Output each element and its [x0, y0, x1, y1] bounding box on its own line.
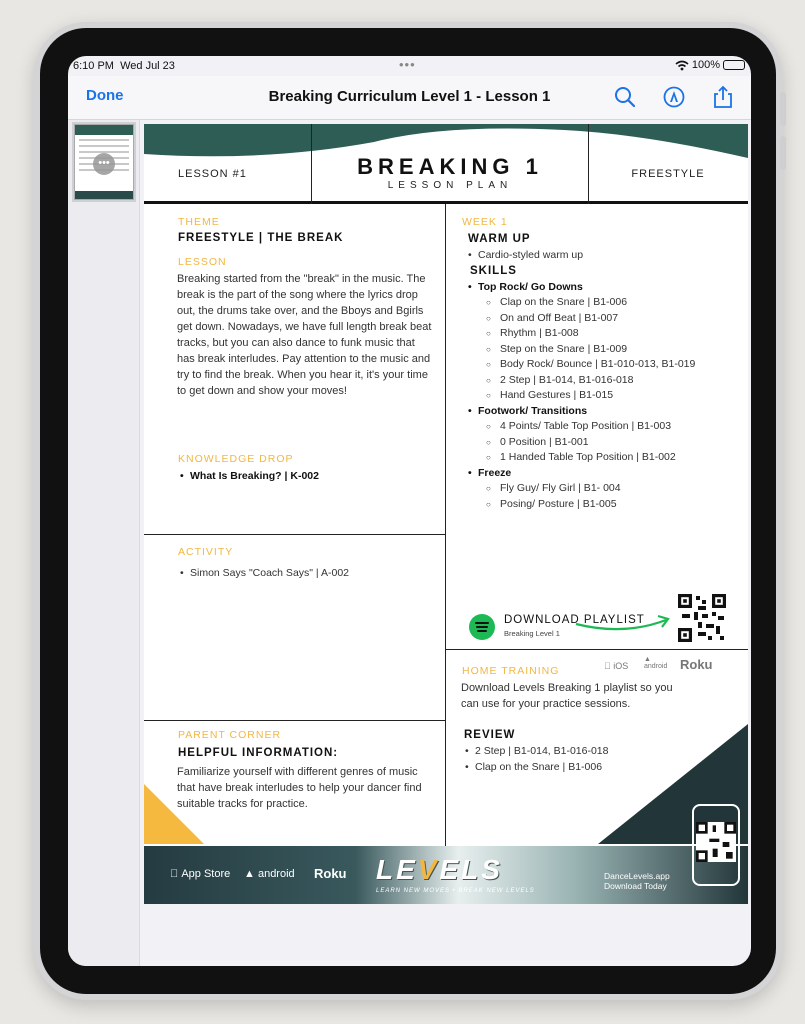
footer-banner — [144, 846, 748, 904]
spotify-icon[interactable] — [469, 614, 495, 640]
battery-percent: 100% — [691, 59, 720, 71]
status-time: 6:10 PM Wed Jul 23 — [73, 60, 175, 72]
roku-icon: Roku — [680, 657, 713, 672]
download-playlist-link[interactable]: DOWNLOAD PLAYLIST — [504, 614, 645, 626]
warmup-heading: WARM UP — [468, 233, 531, 245]
warmup-list — [466, 248, 746, 264]
skill-group-freeze: • Freeze — [466, 466, 746, 482]
theme-value: FREESTYLE | THE BREAK — [178, 232, 344, 244]
warmup-item: • Cardio-styled warm up — [466, 248, 746, 264]
wifi-icon — [675, 60, 689, 71]
skill-item: ○ 1 Handed Table Top Position | B1-002 — [466, 450, 746, 466]
markup-icon[interactable] — [661, 84, 687, 110]
search-icon[interactable] — [612, 84, 638, 110]
skill-item: ○ 0 Position | B1-001 — [466, 435, 746, 451]
theme-label: THEME — [178, 216, 220, 228]
skill-item: ○ Clap on the Snare | B1-006 — [466, 295, 746, 311]
android-badge[interactable]: ▲ android — [244, 868, 295, 880]
phone-qr-icon — [692, 804, 740, 886]
multitasking-dots-icon[interactable]: ••• — [399, 57, 416, 72]
knowledge-drop-label: KNOWLEDGE DROP — [178, 453, 294, 465]
arrow-icon — [574, 612, 674, 636]
lesson-style: FREESTYLE — [631, 168, 705, 180]
activity-item: • Simon Says "Coach Says" | A-002 — [178, 566, 438, 582]
footwork-list — [466, 419, 746, 466]
apple-ios-icon: iOS — [604, 661, 620, 671]
skill-item: ○ Body Rock/ Bounce | B1-010-013, B1-019 — [466, 357, 746, 373]
skill-item: ○ Rhythm | B1-008 — [466, 326, 746, 342]
skill-item: ○ 2 Step | B1-014, B1-016-018 — [466, 373, 746, 389]
knowledge-list — [178, 469, 438, 485]
review-item: • 2 Step | B1-014, B1-016-018 — [463, 744, 683, 760]
skills-heading: SKILLS — [470, 265, 517, 277]
parent-corner-label: PARENT CORNER — [178, 729, 282, 741]
app-store-badge[interactable]: App Store — [170, 868, 219, 880]
freeze-group — [466, 466, 746, 482]
home-training-text: Download Levels Breaking 1 playlist so you can use for your practice sessions. — [461, 682, 673, 710]
battery-icon — [723, 60, 745, 70]
levels-logo: LEVELS — [376, 854, 503, 885]
footwork-group — [466, 404, 746, 420]
skills-list — [466, 280, 746, 296]
skill-item: ○ Hand Gestures | B1-015 — [466, 388, 746, 404]
thumbnail-sidebar — [68, 120, 140, 966]
freeze-list — [466, 481, 746, 512]
done-button[interactable]: Done — [86, 87, 124, 104]
nav-bar — [68, 76, 751, 120]
review-item: • Clap on the Snare | B1-006 — [463, 760, 683, 776]
document-title: Breaking Curriculum Level 1 - Lesson 1 — [268, 88, 551, 105]
toprock-list — [466, 295, 746, 404]
playlist-subtitle: Breaking Level 1 — [504, 629, 560, 638]
activity-list — [178, 566, 438, 582]
android-icon: ▲ android — [644, 656, 668, 670]
lesson-subtitle: LESSON PLAN — [387, 180, 513, 191]
home-training-label: HOME TRAINING — [462, 665, 560, 677]
playlist-qr-code[interactable] — [678, 594, 726, 642]
lesson-label: LESSON — [178, 256, 227, 268]
skill-item: ○ 4 Points/ Table Top Position | B1-003 — [466, 419, 746, 435]
yellow-corner-decoration — [144, 784, 204, 844]
page-thumbnail[interactable] — [74, 124, 134, 200]
parent-text: Familiarize yourself with different genres of music that have break interludes to help your dancer find suitable tracks for practice. — [177, 766, 422, 810]
status-bar — [68, 56, 751, 76]
lesson-text: Breaking started from the "break" in the music. The break is the part of the song where the lyrics drop out, the drums take over, and the Bboys and Bgirls get down. Nowadays, we have full length break beat tracks, but you can also dance to funk music that has break interludes. Pay attention to the music and try to find the break. When you hear it, it's your time to get down and show your moves! — [177, 273, 432, 397]
week-label: WEEK 1 — [462, 216, 508, 228]
app-qr-code — [696, 822, 736, 862]
share-icon[interactable] — [710, 84, 736, 110]
more-options-icon[interactable]: ••• — [93, 153, 115, 175]
lesson-title: BREAKING 1 — [357, 154, 543, 179]
screen — [68, 56, 751, 966]
skill-group-footwork: • Footwork/ Transitions — [466, 404, 746, 420]
skill-item: ○ On and Off Beat | B1-007 — [466, 311, 746, 327]
lesson-plan-page — [144, 124, 748, 904]
status-right — [675, 59, 745, 71]
activity-label: ACTIVITY — [178, 546, 234, 558]
roku-badge[interactable]: Roku — [314, 866, 347, 881]
volume-down-button — [780, 136, 786, 170]
review-heading: REVIEW — [464, 729, 516, 741]
volume-up-button — [780, 92, 786, 126]
download-info[interactable]: DanceLevels.app Download Today — [604, 871, 670, 891]
logo-tagline: LEARN NEW MOVES • BREAK NEW LEVELS — [376, 888, 535, 894]
skill-item: ○ Step on the Snare | B1-009 — [466, 342, 746, 358]
lesson-number: LESSON #1 — [178, 168, 247, 180]
knowledge-item: • What Is Breaking? | K-002 — [178, 469, 438, 485]
skill-item: ○ Fly Guy/ Fly Girl | B1- 004 — [466, 481, 746, 497]
skill-group-toprock: • Top Rock/ Go Downs — [466, 280, 746, 296]
skill-item: ○ Posing/ Posture | B1-005 — [466, 497, 746, 513]
parent-heading: HELPFUL INFORMATION: — [178, 747, 339, 759]
